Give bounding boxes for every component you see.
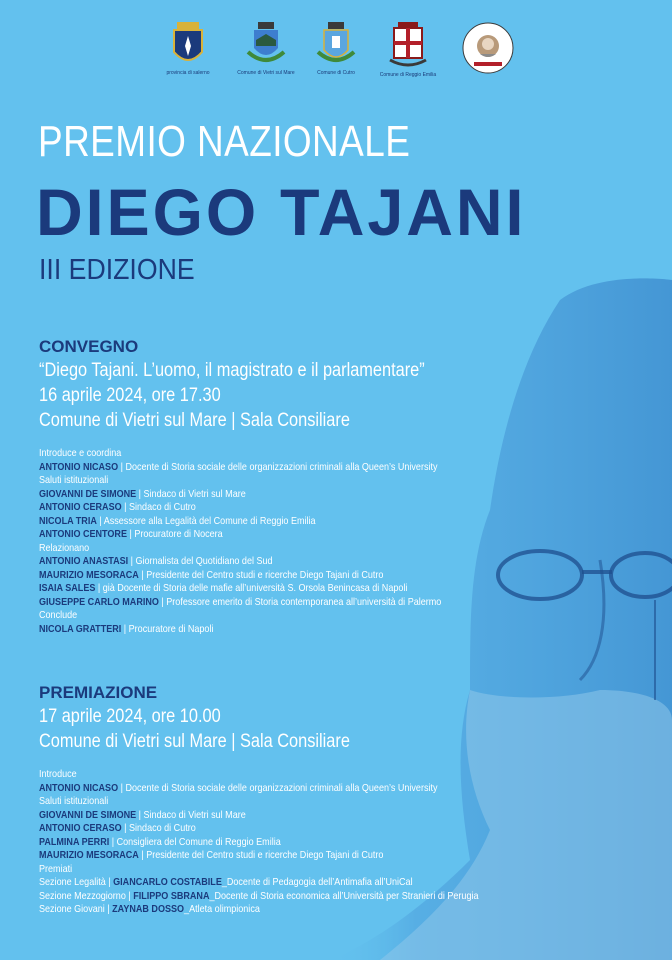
list-item: PALMINA PERRI | Consigliera del Comune di Reggio Emilia xyxy=(39,835,281,848)
list-item: Sezione Legalità | GIANCARLO COSTABILE_Docente di Pedagogia dell’Antimafia all’UniCal xyxy=(39,876,413,888)
premiazione-program xyxy=(39,768,550,917)
premiazione-section xyxy=(39,682,550,917)
premiazione-premiati-label: Premiati xyxy=(39,862,73,875)
list-item: Sezione Mezzogiorno | FILIPPO SBRANA_Docente di Storia economica all’Università per Stranieri di Perugia xyxy=(39,889,479,902)
convegno-heading: CONVEGNO xyxy=(39,337,139,356)
list-item: GIUSEPPE CARLO MARINO | Professore emerito di Storia contemporanea all’università di Palermo xyxy=(39,595,442,608)
logo-cutro: Comune di Cutro xyxy=(308,22,364,76)
list-item: ISAIA SALES | già Docente di Storia delle mafie all’università S. Orsola Benincasa di Napoli xyxy=(39,582,408,594)
title-premio-nazionale: PREMIO NAZIONALE xyxy=(38,117,411,166)
list-item: Sezione Giovani | ZAYNAB DOSSO_Atleta olimpionica xyxy=(39,903,260,915)
logo-vietri: Comune di Vietri sul Mare xyxy=(236,22,296,76)
convegno-section xyxy=(39,336,507,636)
logo-reggio-emilia: Comune di Reggio Emilia xyxy=(378,22,438,78)
cutro-crest-icon xyxy=(314,22,358,68)
list-item: ANTONIO CERASO | Sindaco di Cutro xyxy=(39,822,196,834)
title-diego-tajani: DIEGO TAJANI xyxy=(36,175,527,249)
list-item: MAURIZIO MESORACA | Presidente del Centro studi e ricerche Diego Tajani di Cutro xyxy=(39,568,384,581)
logo-provincia-salerno: provincia di salerno xyxy=(160,22,216,76)
logo-centro-studi xyxy=(460,22,516,74)
convegno-conclude-label: Conclude xyxy=(39,609,78,621)
convegno-place: Comune di Vietri sul Mare | Sala Consiliare xyxy=(39,410,350,431)
convegno-date: 16 aprile 2024, ore 17.30 xyxy=(39,385,221,406)
convegno-relazionano-label: Relazionano xyxy=(39,541,90,554)
list-item: MAURIZIO MESORACA | Presidente del Centro studi e ricerche Diego Tajani di Cutro xyxy=(39,849,384,861)
convegno-introduce-label: Introduce e coordina xyxy=(39,447,122,459)
list-item: GIOVANNI DE SIMONE | Sindaco di Vietri sul Mare xyxy=(39,808,246,821)
premiazione-heading: PREMIAZIONE xyxy=(39,683,158,702)
premiazione-place: Comune di Vietri sul Mare | Sala Consiliare xyxy=(39,731,350,752)
logo-strip xyxy=(160,22,530,82)
list-item: ANTONIO NICASO | Docente di Storia sociale delle organizzazioni criminali alla Queen’s University xyxy=(39,460,438,473)
centro-studi-badge-icon xyxy=(462,22,514,74)
list-item: ANTONIO NICASO | Docente di Storia sociale delle organizzazioni criminali alla Queen’s University xyxy=(39,781,438,794)
title-edizione: III EDIZIONE xyxy=(39,254,195,286)
reggio-emilia-crest-icon xyxy=(388,22,428,70)
list-item: ANTONIO ANASTASI | Giornalista del Quotidiano del Sud xyxy=(39,555,273,567)
list-item: GIOVANNI DE SIMONE | Sindaco di Vietri sul Mare xyxy=(39,487,246,500)
list-item: ANTONIO CERASO | Sindaco di Cutro xyxy=(39,501,196,513)
provincia-salerno-crest-icon xyxy=(171,22,205,68)
premiazione-date: 17 aprile 2024, ore 10.00 xyxy=(39,706,221,727)
premiazione-saluti-label: Saluti istituzionali xyxy=(39,795,109,807)
convegno-subtitle: “Diego Tajani. L’uomo, il magistrato e il parlamentare” xyxy=(39,360,425,381)
list-item: ANTONIO CENTORE | Procuratore di Nocera xyxy=(39,528,223,540)
convegno-program xyxy=(39,447,507,636)
list-item: NICOLA GRATTERI | Procuratore di Napoli xyxy=(39,622,214,635)
list-item: NICOLA TRIA | Assessore alla Legalità del Comune di Reggio Emilia xyxy=(39,514,316,527)
convegno-saluti-label: Saluti istituzionali xyxy=(39,474,109,486)
premiazione-introduce-label: Introduce xyxy=(39,768,77,780)
vietri-crest-icon xyxy=(244,22,288,68)
